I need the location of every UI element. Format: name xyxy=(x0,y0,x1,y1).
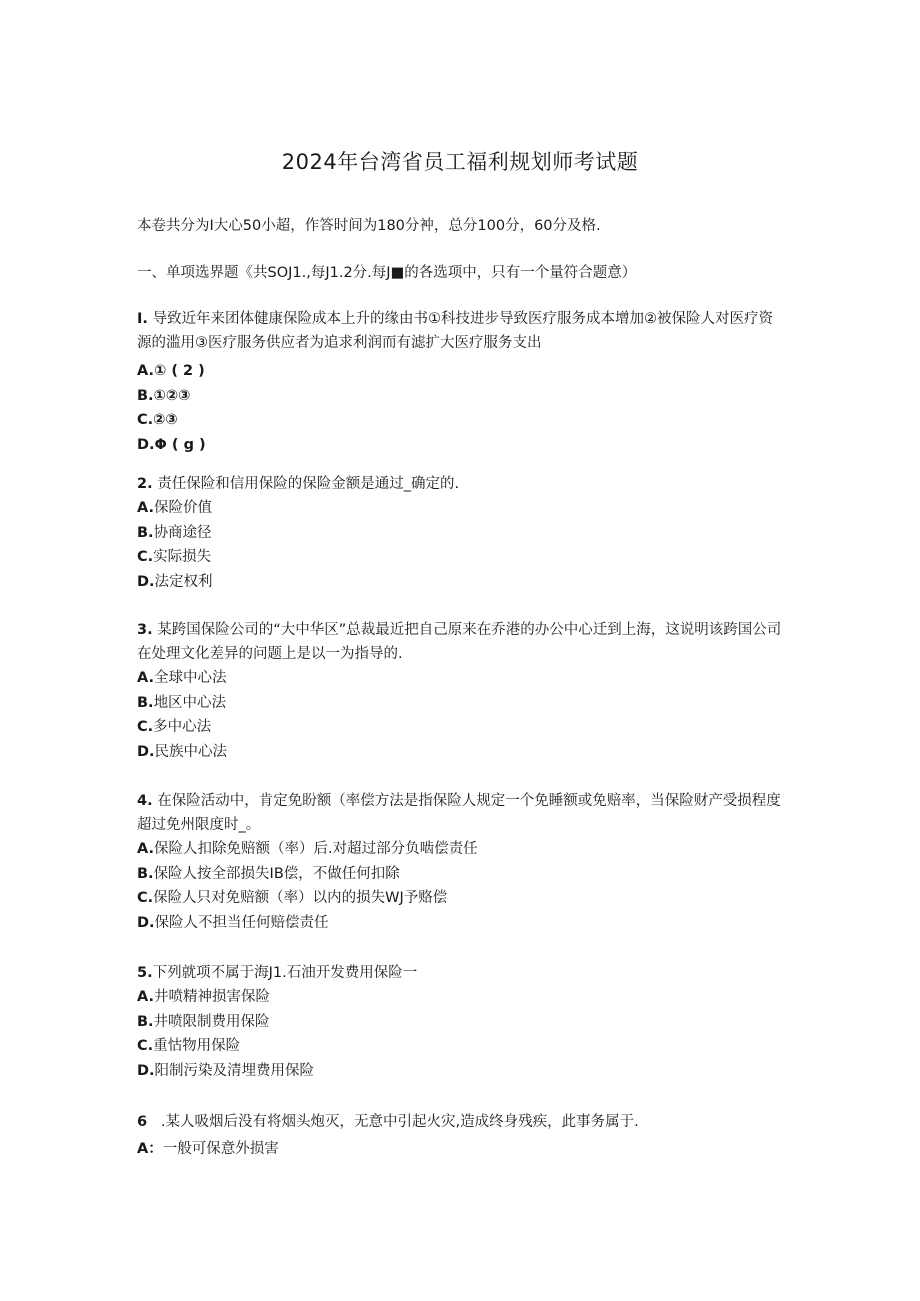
question-number: 5. xyxy=(137,965,153,981)
question-text: .某人吸烟后没有将烟头炮灭，无意中引起火灾,造成终身残疾，此事务属于. xyxy=(147,1114,639,1130)
question-number: 3. xyxy=(137,622,153,638)
question-text: 下列就项不属于海J1.石油开发费用保险一 xyxy=(152,965,418,981)
option-b[interactable] xyxy=(137,384,787,409)
option-text: 一般可保意外损害 xyxy=(162,1141,279,1157)
option-b[interactable] xyxy=(137,691,787,716)
question-stem xyxy=(137,789,787,837)
question-number: 6 xyxy=(137,1114,148,1130)
option-letter: A. xyxy=(137,363,154,379)
question-4 xyxy=(137,789,787,935)
question-stem xyxy=(137,1110,787,1134)
option-letter: B. xyxy=(137,1013,154,1030)
question-2 xyxy=(137,472,787,594)
question-1 xyxy=(137,307,787,457)
page-title: 2024年台湾省员工福利规划师考试题 xyxy=(281,150,639,174)
option-text: 井喷精神损害保险 xyxy=(154,989,270,1005)
option-letter: B. xyxy=(137,387,154,404)
option-d[interactable] xyxy=(137,740,787,765)
option-letter: A. xyxy=(137,670,154,686)
option-text: 保险人按全部损失IB偿，不做任何扣除 xyxy=(153,865,400,882)
question-text: 某跨国保险公司的“大中华区”总裁最近把自己原来在乔港的办公中心迁到上海，这说明该跨国公司在处理文化差异的问题上是以一为指导的. xyxy=(137,622,782,662)
option-text: 保险人不担当任何赔偿责任 xyxy=(154,914,329,931)
question-text: 责任保险和信用保险的保险金额是通过_确定的. xyxy=(152,476,460,492)
option-a[interactable] xyxy=(137,985,787,1010)
question-stem xyxy=(137,307,787,355)
option-letter: C. xyxy=(137,890,154,906)
option-text: 保险人扣除免赔额（率）后.对超过部分负啮偿责任 xyxy=(154,841,478,857)
option-text: 法定权利 xyxy=(154,573,213,590)
option-b[interactable] xyxy=(137,862,787,887)
question-number: 2. xyxy=(137,476,153,492)
option-a[interactable] xyxy=(137,1137,787,1162)
option-d[interactable] xyxy=(137,911,787,936)
option-text: 重怙物用保险 xyxy=(153,1038,241,1054)
option-text: 保险人只对免赔额（率）以内的损失WJ予赂偿 xyxy=(153,890,448,906)
option-letter: B. xyxy=(137,694,154,711)
option-a[interactable] xyxy=(137,496,787,521)
option-text: 井喷限制费用保险 xyxy=(153,1013,270,1030)
option-letter: D. xyxy=(137,743,155,760)
option-text: 阳制污染及清埋费用保险 xyxy=(154,1062,315,1079)
option-text: 实际损失 xyxy=(153,549,212,565)
option-text: 多中心法 xyxy=(153,719,212,735)
question-stem xyxy=(137,618,787,666)
option-letter: D. xyxy=(137,1062,155,1079)
option-b[interactable] xyxy=(137,1010,787,1035)
question-number: 4. xyxy=(137,793,153,809)
option-letter: B. xyxy=(137,524,154,541)
option-text: ②③ xyxy=(153,412,178,428)
option-c[interactable] xyxy=(137,545,787,570)
option-a[interactable] xyxy=(137,359,787,384)
option-d[interactable] xyxy=(137,433,787,458)
option-text: 协商途径 xyxy=(153,524,212,541)
option-letter: A： xyxy=(137,1141,163,1157)
question-5 xyxy=(137,961,787,1083)
option-c[interactable] xyxy=(137,715,787,740)
option-letter: C. xyxy=(137,1038,154,1054)
question-stem xyxy=(137,961,787,985)
option-letter: C. xyxy=(137,549,154,565)
question-text: 在保险活动中，肯定免盼额（率偿方法是指保险人规定一个免睡额或免赔率，当保险财产受损程度超过免州限度时_。 xyxy=(137,793,781,833)
option-letter: A. xyxy=(137,500,154,516)
option-letter: D. xyxy=(137,436,155,453)
option-c[interactable] xyxy=(137,408,787,433)
option-letter: A. xyxy=(137,989,154,1005)
option-letter: D. xyxy=(137,914,155,931)
question-3 xyxy=(137,618,787,764)
exam-intro: 本卷共分为I大心50小超，作答时间为180分衶，总分100分，60分及格. xyxy=(137,218,601,234)
option-text: 地区中心法 xyxy=(153,694,227,711)
option-text: 全球中心法 xyxy=(154,670,227,686)
option-a[interactable] xyxy=(137,837,787,862)
option-text: Φ ( g ) xyxy=(154,436,206,453)
option-text: ①②③ xyxy=(153,387,191,404)
option-d[interactable] xyxy=(137,1059,787,1084)
option-letter: C. xyxy=(137,719,154,735)
option-d[interactable] xyxy=(137,570,787,595)
option-letter: C. xyxy=(137,412,154,428)
question-text: 导致近年来团体健康保险成本上升的缘由书①科技进步导致医疗服务成本增加②被保险人对医疗资源的滥用③医疗服务供应者为追求利润而有滤扩大医疗服务支出 xyxy=(137,311,774,351)
option-letter: D. xyxy=(137,573,155,590)
question-6 xyxy=(137,1110,787,1162)
option-c[interactable] xyxy=(137,1034,787,1059)
option-text: ① ( 2 ) xyxy=(154,363,205,379)
section-heading: 一、单项选界题《共SOJ1.,每J1.2分.每J■的各选项中，只有一个量符合题意） xyxy=(137,265,637,281)
option-a[interactable] xyxy=(137,666,787,691)
question-number: I. xyxy=(137,311,148,327)
option-text: 民族中心法 xyxy=(154,743,228,760)
option-text: 保险价值 xyxy=(154,500,212,516)
option-letter: A. xyxy=(137,841,154,857)
option-b[interactable] xyxy=(137,521,787,546)
option-c[interactable] xyxy=(137,886,787,911)
option-letter: B. xyxy=(137,865,154,882)
question-stem xyxy=(137,472,787,496)
